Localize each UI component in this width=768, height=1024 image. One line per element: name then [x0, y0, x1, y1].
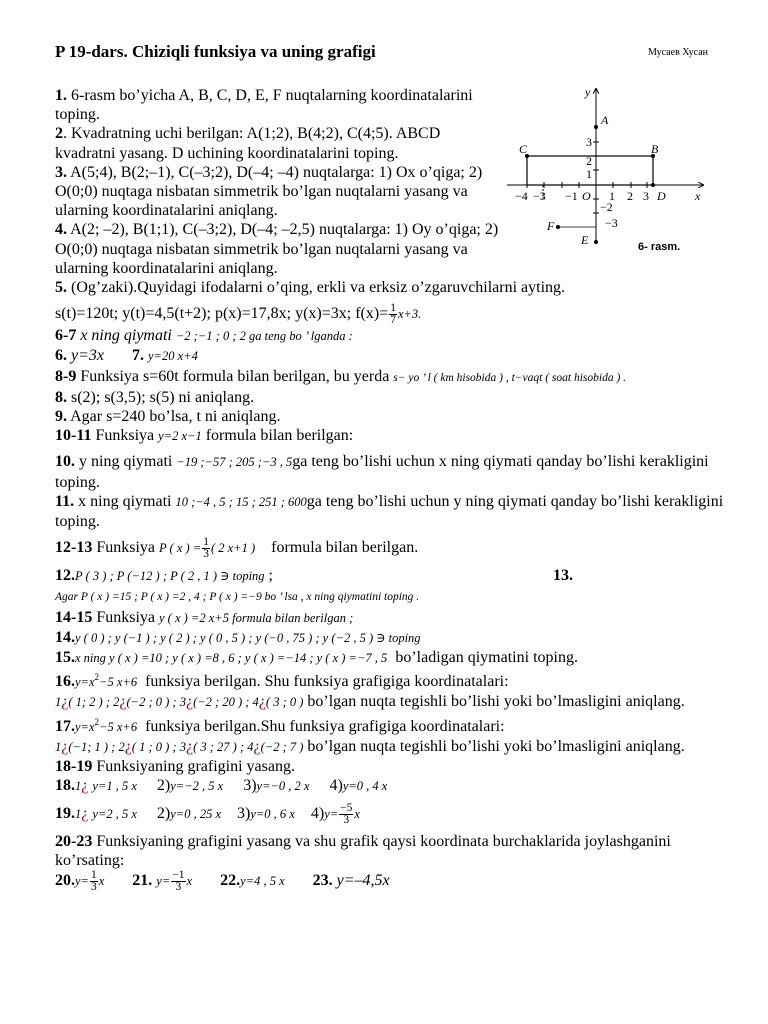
problem-20-23: 20-23 Funksiyaning grafigini yasang va shu grafik qaysi koordinata burchaklarida joylashganini ko’rsating: [55, 832, 671, 869]
problem-4: 4. A(2; –2), B(1;1), C(–3;2), D(–4; –2,5) nuqtalarga: 1) Oy o’qiga; 2) O(0;0) nuqtaga nisbatan simmetrik bo’lgan nuqtalarni yasang va ularning koordinatalarini aniqlang. [55, 221, 499, 277]
y-axis-label: y [585, 85, 591, 99]
problem-8: 8. s(2); s(3,5); s(5) ni aniqlang. [55, 388, 255, 406]
label-f: F [547, 219, 555, 233]
problem-16: $16.y=x^2-5$ x+6 funksiya berilgan. Shu funksiya grafigiga koordinatalari: [55, 672, 509, 691]
problem-20-23-items: 20.y= $\frac{1}{3}$ x 21. y= $\frac{-1}{3}$ x 22.y=4 , 5 x 23. y=–4,5x [55, 868, 390, 893]
author-name: Мусаев Хусан [648, 47, 708, 58]
problem-18: 18.1¿ y=1 , 5 x 2)y=−2 , 5 x 3)y=−0 , 2 x 4)y=0 , 4 x [55, 777, 388, 795]
problem-10-11: 10-11 Funksiya y=2 x−1 formula bilan berilgan: [55, 427, 354, 445]
tick-3: 3 [586, 135, 592, 149]
page-title: P 19-dars. Chiziqli funksiya va uning grafigi [55, 42, 376, 61]
xtick-neg4: −4 [515, 189, 528, 203]
problem-14: 14.y ( 0 ) ; y (−1 ) ; y ( 2 ) ; y ( 0 , 5 ) ; y (−0 , 75 ) ; y (−2 , 5 ) ∋ toping [55, 628, 421, 646]
origin-label: O [582, 189, 591, 203]
problem-5-formula: s(t)=120t; y(t)=4,5(t+2); p(x)=17,8x; y(x)=3x; f(x)= $\frac{1}{7}$ x+3. [55, 302, 422, 327]
problem-15: 15.x ning y ( x ) =10 ; y ( x ) =8 , 6 ; y ( x ) =−14 ; y ( x ) =−7 , 5 bo’ladigan qiymatini toping. [55, 649, 578, 667]
xtick-neg1: −1 [565, 189, 578, 203]
problem-6-7: 6-7 x ning qiymati −2 ;−1 ; 0 ; 2 ga teng bo ’ lganda : [55, 327, 353, 345]
problem-17-points: 1¿(−1; 1 ) ; 2¿( 1 ; 0 ) ; 3¿( 3 ; 27 ) ; 4¿(−2 ; 7 ) bo’lgan nuqta tegishli bo’lishi yoki bo’lmasligini aniqlang. [55, 737, 685, 755]
problem-18-19: 18-19 Funksiyaning grafigini yasang. [55, 758, 295, 776]
xtick-2: 2 [627, 189, 633, 203]
xtick-neg3: −3 [533, 189, 546, 203]
problem-1: 1. 6-rasm bo’yicha A, B, C, D, E, F nuqtalarning koordinatalarini toping. [55, 87, 473, 124]
problem-12-13: 12-13 Funksiya P ( x ) = $\frac{1}{3}$ ( 2 x+1 ) formula bilan berilgan. [55, 536, 419, 561]
label-c: C [519, 142, 528, 156]
tick-1: 1 [586, 167, 592, 181]
label-a: A [601, 113, 609, 127]
problem-10: 10. y ning qiymati −19 ;−57 ; 205 ;−3 , 5ga teng bo’lishi uchun x ning qiymati qanday bo’lishi kerakligini toping. [55, 453, 709, 491]
label-b: B [651, 142, 659, 156]
problem-6-7-items: 6. y=3x 7. y=20 x+4 [55, 347, 198, 365]
tick-neg2: −2 [600, 200, 613, 214]
problem-8-9: 8-9 Funksiya s=60t formula bilan berilgan, bu yerda s− yo ’ l ( km hisobida ) , t−vaqt ( soat hisobida ) . [55, 367, 627, 385]
problem-5: 5. (Og’zaki).Quyidagi ifodalarni o’qing, erkli va erksiz o’zgaruvchilarni ayting. [55, 279, 566, 297]
label-d: D [657, 189, 666, 203]
tick-neg3: −3 [605, 216, 618, 230]
problem-14-15: 14-15 Funksiya y ( x ) =2 x+5 formula bilan berilgan ; [55, 608, 354, 626]
figure-caption: 6- rasm. [638, 241, 681, 253]
problem-3: 3. A(5;4), B(2;–1), C(–3;2), D(–4; –4) nuqtalarga: 1) Ox o’qiga; 2) O(0;0) nuqtaga nisbatan simmetrik bo’lgan nuqtalarni yasang va ularning koordinatalarini aniqlang. [55, 163, 483, 220]
tick-2: 2 [586, 154, 592, 168]
label-e: E [581, 233, 589, 247]
problem-list [55, 86, 727, 893]
x-axis-label: x [695, 189, 701, 203]
problem-2: 2. Kvadratning uchi berilgan: A(1;2), B(4;2), C(4;5). ABCD kvadratni yasang. D uchining koordinatalarini toping. [55, 125, 441, 162]
xtick-3: 3 [643, 189, 649, 203]
problem-11: 11. x ning qiymati 10 ;−4 , 5 ; 15 ; 251 ; 600ga teng bo’lishi uchun y ning qiymati qanday bo’lishi kerakligini toping. [55, 492, 724, 531]
problem-19: 19.1¿ y=2 , 5 x 2)y=0 , 25 x 3)y=0 , 6 x 4)y= $\frac{-5}{3}$ x [55, 801, 360, 826]
problem-16-points: 1¿( 1; 2 ) ; 2¿(−2 ; 0 ) ; 3¿(−2 ; 20 ) ; 4¿( 3 ; 0 ) bo’lgan nuqta tegishli bo’lishi yoki bo’lmasligini aniqlang. [55, 693, 685, 711]
problem-13: Agar P ( x ) =15 ; P ( x ) =2 , 4 ; P ( x ) =−9 bo ’ lsa , x ning qiymatini toping . [55, 591, 420, 604]
xtick-1: 1 [609, 189, 615, 203]
problem-9: 9. Agar s=240 bo’lsa, t ni aniqlang. [55, 408, 281, 426]
problem-17: $17.y=x^2-5$ x+6 funksiya berilgan.Shu funksiya grafigiga koordinatalari: [55, 716, 505, 735]
problem-12: 12.P ( 3 ) ; P (−12 ) ; P ( 2 , 1 ) ∋ toping ; 13. [55, 567, 573, 585]
